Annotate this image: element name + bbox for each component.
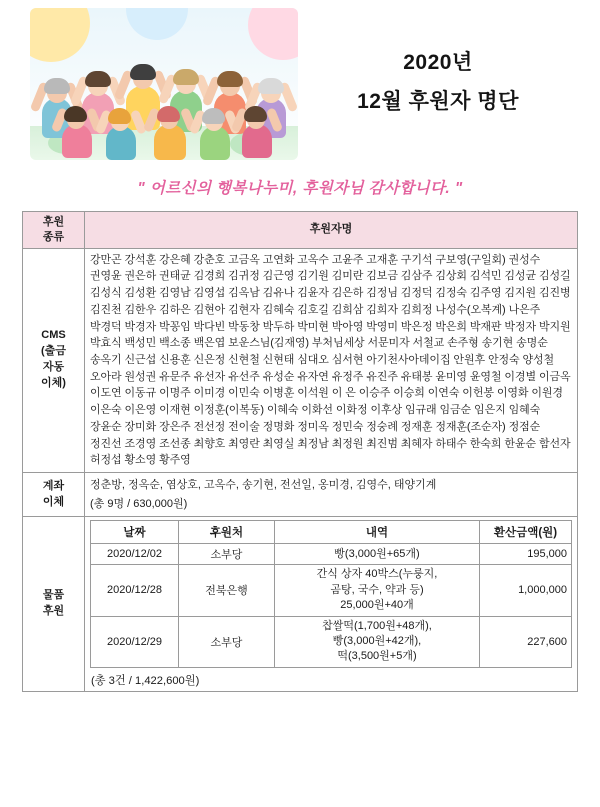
table-header-row (23, 212, 578, 249)
goods-header-org: 후원처 (179, 521, 275, 544)
donor-table-wrap (0, 211, 600, 692)
goods-desc-line: 간식 상자 40박스(누룽지, (316, 568, 438, 581)
header-category-line2: 종류 (42, 230, 65, 243)
illustration-person (106, 129, 136, 160)
decor-blob (30, 8, 90, 62)
goods-desc-line: 25,000원+40개 (340, 599, 414, 612)
category-goods-line1: 물품 (42, 589, 65, 602)
goods-desc-line: 떡(3,500원+5개) (337, 650, 417, 663)
goods-header-amount: 환산금액(원) (480, 521, 572, 544)
account-transfer-total: (총 9명 / 630,000원) (90, 497, 188, 510)
goods-row (91, 544, 572, 565)
category-cms (23, 248, 85, 472)
goods-total: (총 3건 / 1,422,600원) (91, 674, 200, 687)
category-cms-line1: CMS (41, 329, 66, 342)
category-account-line2: 이체 (42, 495, 65, 508)
header-cell-category (23, 212, 85, 249)
illustration-person (242, 127, 272, 158)
goods-amount: 227,600 (480, 616, 572, 667)
goods-donation-cell (85, 517, 578, 691)
goods-header-desc: 내역 (275, 521, 480, 544)
slogan-text: " 어르신의 행복나누미, 후원자님 감사합니다. " (137, 180, 463, 197)
page-header (0, 0, 600, 172)
donor-table (22, 211, 578, 692)
goods-amount: 195,000 (480, 544, 572, 565)
table-row (23, 473, 578, 517)
celebrating-people-illustration (30, 8, 298, 160)
category-cms-line4: 이체) (41, 377, 66, 390)
goods-org: 소부당 (179, 616, 275, 667)
goods-desc-line: 빵(3,000원+65개) (334, 547, 420, 560)
goods-table (90, 520, 572, 667)
illustration-person (154, 127, 186, 160)
category-account-transfer (23, 473, 85, 517)
goods-date: 2020/12/02 (91, 544, 179, 565)
account-transfer-names: 정춘방, 정옥순, 염상호, 고옥수, 송기현, 전선일, 옹미경, 김영수, 태양기계 (90, 479, 437, 492)
goods-header-date: 날짜 (91, 521, 179, 544)
illustration-person (62, 127, 92, 158)
category-cms-line2: (출금 (41, 345, 66, 358)
goods-desc (275, 565, 480, 616)
goods-desc (275, 544, 480, 565)
table-row (23, 517, 578, 691)
category-goods-line2: 후원 (42, 605, 65, 618)
goods-row (91, 565, 572, 616)
goods-org: 전북은행 (179, 565, 275, 616)
page-title (298, 8, 586, 122)
goods-desc-line: 곰탕, 국수, 약과 등) (330, 583, 424, 596)
decor-blob (248, 8, 298, 60)
goods-org: 소부당 (179, 544, 275, 565)
goods-row (91, 616, 572, 667)
goods-date: 2020/12/29 (91, 616, 179, 667)
decor-blob (126, 8, 188, 40)
goods-desc-line: 빵(3,000원+42개), (332, 634, 422, 647)
goods-desc (275, 616, 480, 667)
category-cms-line3: 자동 (42, 361, 65, 374)
header-category-line1: 후원 (42, 216, 65, 228)
table-row (23, 248, 578, 472)
cms-donor-names: 강만곤 강석훈 강은혜 강춘호 고금옥 고연화 고옥수 고윤주 고재훈 구기석 구보영(구일회) 권성수 권영윤 권은하 권태균 김경희 김귀정 김근영 김기원 김미란 김보금 김삼주 김상회 김석민 김성균 김성길 김성식 김성환 김영남 김영섭 김옥남 김유나 김윤자 김은하 김정님 김정덕 김정숙 김주영 김지원 김진병 김진천 김한우 김하은 김현아 김현자 김혜숙 김호길 김희삼 김희자 김희정 나성수(오복계) 나은주 박경덕 박경자 박꽁임 박다빈 박동창 박두하 박미현 박아영 박영미 박은정 박은희 박재판 박정자 박지원 박효식 백성민 백소종 백은엽 보운스님(김재영) 부처님세상 서문미자 서철교 손주형 송기현 송명순 송옥기 신근섭 신용훈 신은정 신현철 신현태 심대오 심서현 아기천사아데이집 안원후 안정숙 양성철 오아라 원성권 유문주 유선자 유선주 유성순 유자연 유정주 유진주 유태봉 윤미영 윤영철 이경별 이금옥 이도연 이동규 이명주 이미경 이민숙 이병훈 이석원 이 은 이승주 이승희 이연숙 이헌봉 이영화 이원경 이은숙 이은영 이재현 이정훈(이복동) 이혜숙 이화선 이화정 이후상 임규래 임금순 임은지 임혜숙 장윤순 장미화 장은주 전선정 전이술 정명화 정미옥 정민숙 정숭례 정재훈 정재훈(조순자) 정점순 정진선 조경영 조선종 최향호 최영란 최영실 최정남 최정원 최진범 최혜자 하태수 한숙희 한윤순 함선자 허정섭 황소영 황주영 (85, 248, 578, 472)
illustration-person (200, 129, 230, 160)
goods-desc-line: 찹쌀떡(1,700원+48개), (322, 619, 432, 632)
title-year: 2020년 (403, 51, 473, 74)
header-cell-donor-names: 후원자명 (85, 212, 578, 249)
category-goods-donation (23, 517, 85, 691)
goods-date: 2020/12/28 (91, 565, 179, 616)
account-transfer-names-cell (85, 473, 578, 517)
category-account-line1: 계좌 (42, 479, 65, 492)
goods-amount: 1,000,000 (480, 565, 572, 616)
title-subject: 12월 후원자 명단 (357, 89, 519, 113)
goods-header-row (91, 521, 572, 544)
